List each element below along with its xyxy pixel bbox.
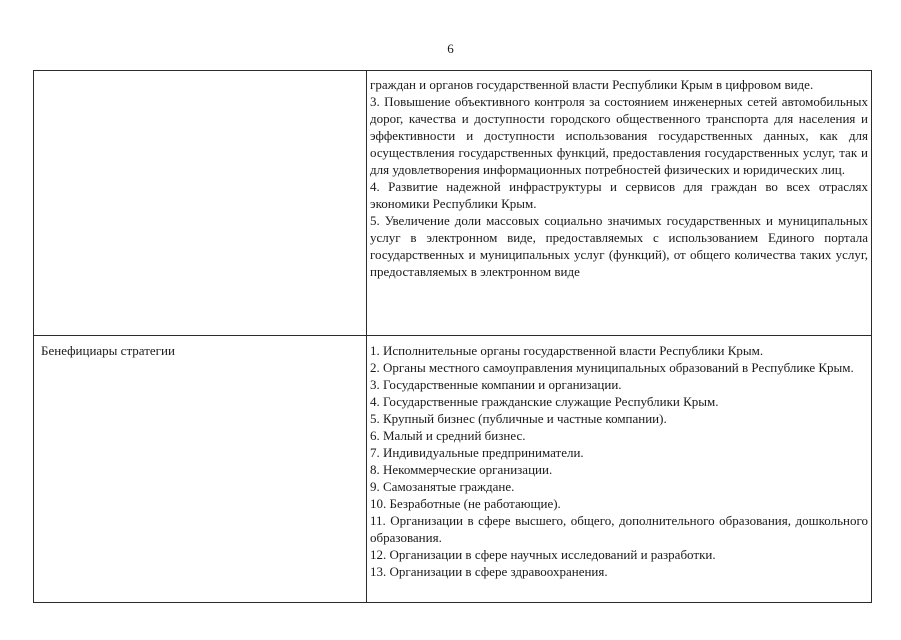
table-row [34,71,872,336]
row-heading [34,71,366,77]
beneficiary-item: 12. Организации в сфере научных исследований и разработки. [370,547,716,562]
table-cell-left [34,71,367,336]
beneficiary-item: 5. Крупный бизнес (публичные и частные компании). [370,411,667,426]
table-row [34,336,872,603]
beneficiary-item: 3. Государственные компании и организации. [370,377,622,392]
beneficiary-item: 10. Безработные (не работающие). [370,496,561,511]
goal-paragraph: граждан и органов государственной власти Республики Крым в цифровом виде. [370,77,814,92]
strategy-table [33,70,872,603]
beneficiary-item: 4. Государственные гражданские служащие Республики Крым. [370,394,719,409]
beneficiary-item: 13. Организации в сфере здравоохранения. [370,564,608,579]
beneficiary-item: 1. Исполнительные органы государственной власти Республики Крым. [370,343,764,358]
goal-paragraph: 5. Увеличение доли массовых социально значимых государственных и муниципальных услуг в электронном виде, предоставляемых с использованием Единого портала государственных и муниципальных услуг (функций), от общего количества таких услуг, предоставляемых в электронном виде [370,213,868,279]
goal-paragraph: 3. Повышение объективного контроля за состоянием инженерных сетей автомобильных дорог, качества и доступности городского общественного транспорта для населения и эффективности и доступности использования государственных данных, как для осуществления государственных функций, предоставления государственных услуг, так и для удовлетворения информационных потребностей физических и юридических лиц. [370,94,868,177]
beneficiary-item: 9. Самозанятые граждане. [370,479,515,494]
beneficiary-item: 6. Малый и средний бизнес. [370,428,526,443]
goal-paragraph: 4. Развитие надежной инфраструктуры и сервисов для граждан во всех отраслях экономики Республики Крым. [370,179,868,211]
page-number: 6 [447,41,454,56]
table-cell-right [367,336,872,603]
table-cell-right [367,71,872,336]
row-heading: Бенефициары стратегии [41,343,175,358]
beneficiary-item: 2. Органы местного самоуправления муниципальных образований в Республике Крым. [370,360,854,375]
table-cell-left [34,336,367,603]
beneficiary-item: 11. Организации в сфере высшего, общего, дополнительного образования, дошкольного образования. [370,513,868,545]
beneficiary-item: 8. Некоммерческие организации. [370,462,553,477]
beneficiary-item: 7. Индивидуальные предприниматели. [370,445,584,460]
